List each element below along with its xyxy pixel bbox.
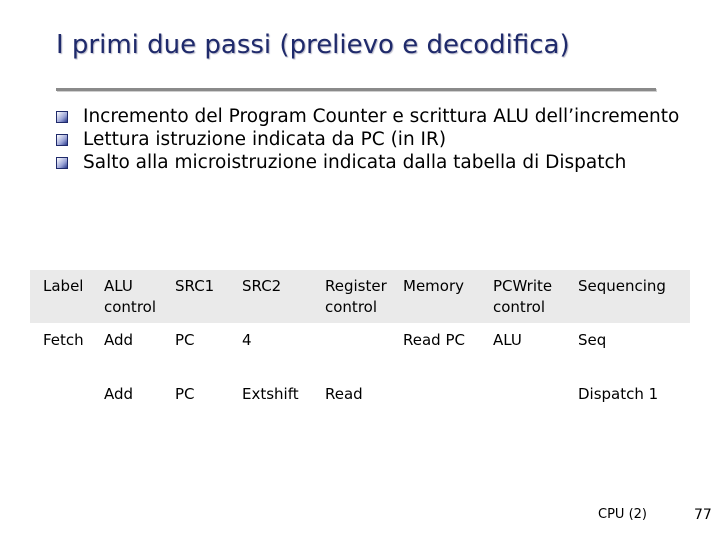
table-cell-alu-control: Add xyxy=(104,385,134,403)
header-src2: SRC2 xyxy=(242,277,282,295)
table-cell-src2: 4 xyxy=(242,331,252,349)
table-cell-pcwrite-control: ALU xyxy=(493,331,522,349)
table-cell-memory: Read PC xyxy=(403,331,465,349)
table-cell-label: Fetch xyxy=(43,331,84,349)
bullet-item xyxy=(56,152,696,173)
header-src1: SRC1 xyxy=(175,277,215,295)
bullet-item xyxy=(56,129,696,150)
checkbox-bullet-icon xyxy=(56,157,68,169)
table-cell-sequencing: Seq xyxy=(578,331,607,349)
header-label: Label xyxy=(43,277,84,295)
bullet-text: Salto alla microistruzione indicata dalla tabella di Dispatch xyxy=(83,152,627,173)
bullet-text: Incremento del Program Counter e scrittura ALU dell’incremento xyxy=(83,106,680,127)
bullet-item xyxy=(56,106,696,127)
table-cell-src1: PC xyxy=(175,331,195,349)
title-underline xyxy=(56,88,656,91)
table-cell-register-control: Read xyxy=(325,385,363,403)
header-memory: Memory xyxy=(403,277,465,295)
table-cell-src2: Extshift xyxy=(242,385,299,403)
header-pcwrite-control: PCWrite control xyxy=(493,277,553,316)
slide-title: I primi due passi (prelievo e decodifica) xyxy=(56,30,570,60)
table-cell-sequencing: Dispatch 1 xyxy=(578,385,659,403)
checkbox-bullet-icon xyxy=(56,134,68,146)
header-sequencing: Sequencing xyxy=(578,277,666,295)
footer-section: CPU (2) xyxy=(598,507,647,522)
bullet-list xyxy=(56,106,696,175)
header-alu-control: ALU control xyxy=(104,277,156,316)
page-number: 77 xyxy=(694,507,712,523)
table-cell-alu-control: Add xyxy=(104,331,134,349)
checkbox-bullet-icon xyxy=(56,111,68,123)
table-cell-src1: PC xyxy=(175,385,195,403)
header-register-control: Register control xyxy=(325,277,387,316)
bullet-text: Lettura istruzione indicata da PC (in IR) xyxy=(83,129,447,150)
